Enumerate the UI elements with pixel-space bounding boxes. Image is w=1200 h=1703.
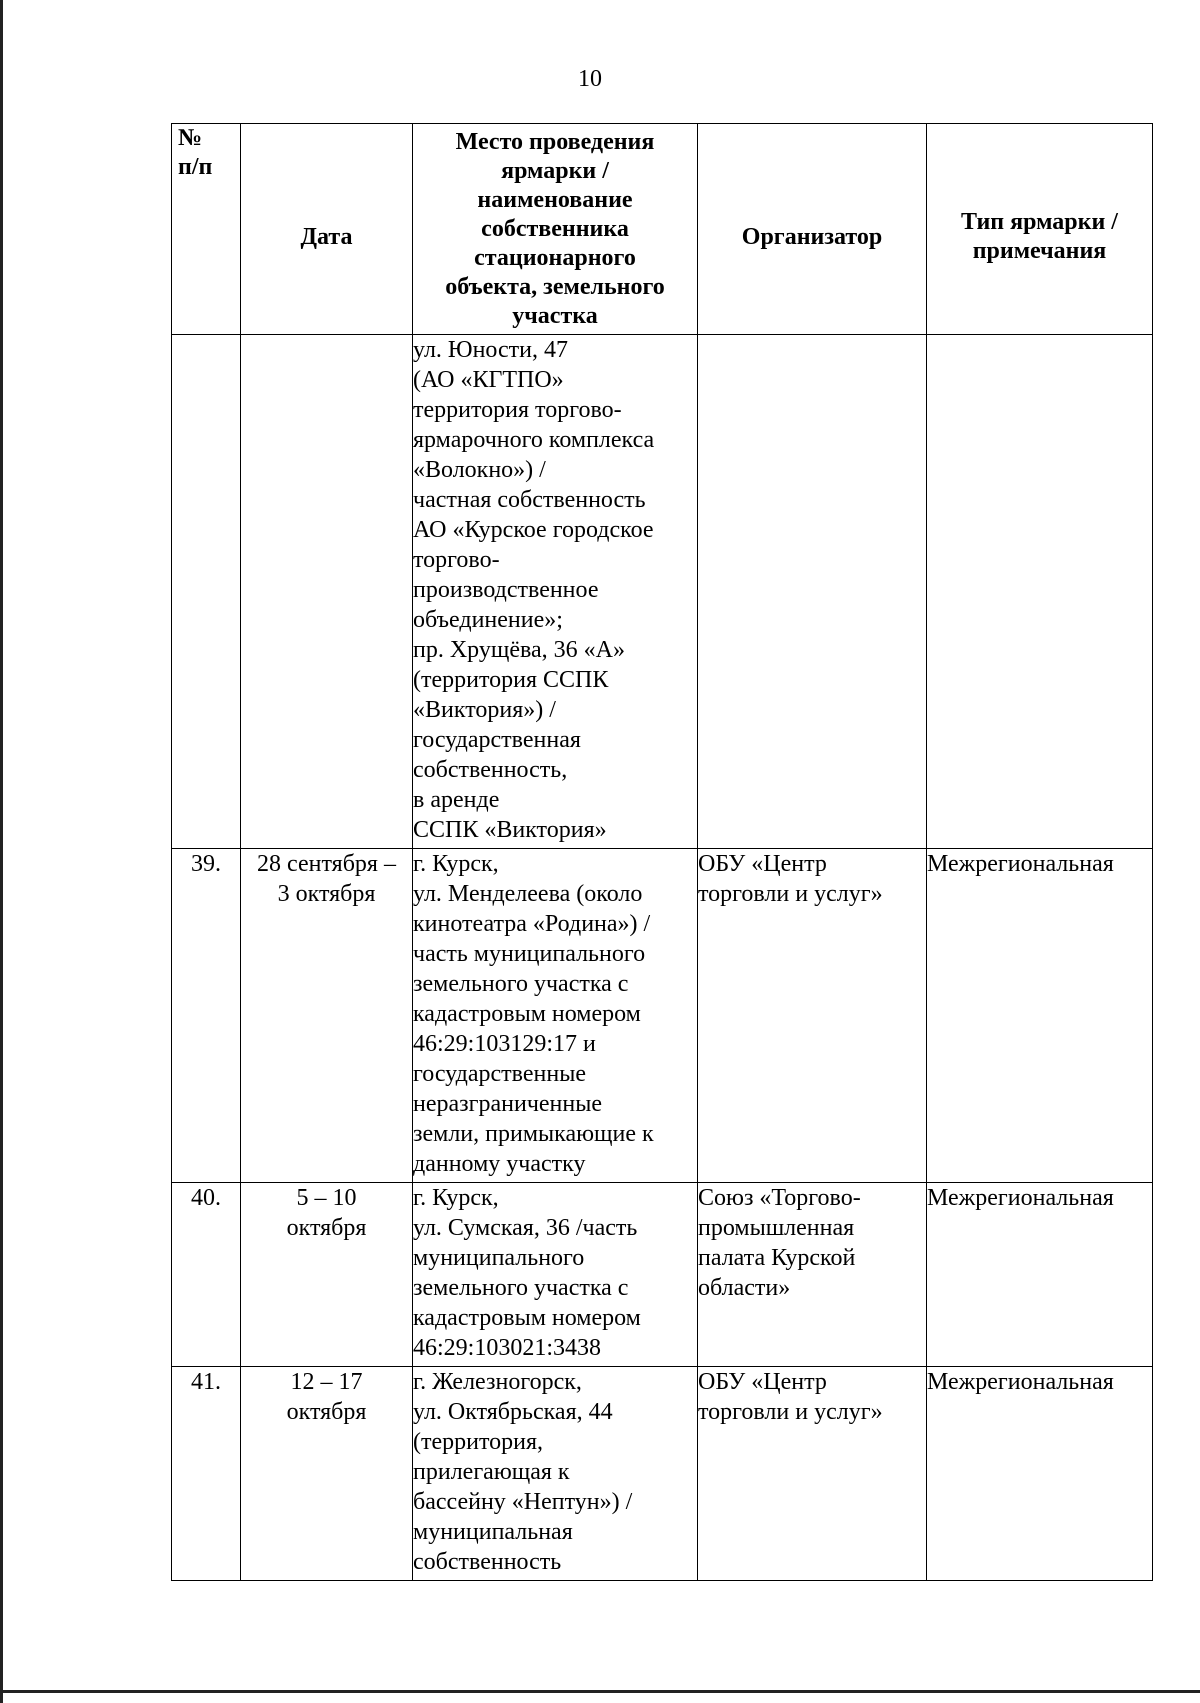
row-place: г. Железногорск, ул. Октябрьская, 44 (территория, прилегающая к бассейну «Нептун») / муниципальная собственность bbox=[413, 1367, 698, 1581]
row-place: ул. Юности, 47 (АО «КГТПО» территория торгово- ярмарочного комплекса «Волокно») / частная собственность АО «Курское городское торгово- производственное объединение»; пр. Хрущёва, 36 «А» (территория ССПК «Виктория») / государственная собственность, в аренде ССПК «Виктория» bbox=[413, 335, 698, 849]
row-date: 5 – 10 октября bbox=[241, 1183, 413, 1367]
row-number: 40. bbox=[172, 1183, 241, 1367]
page-edge-left bbox=[0, 0, 3, 1703]
row-type: Межрегиональная bbox=[927, 849, 1153, 1183]
page-number: 10 bbox=[578, 66, 602, 92]
row-place: г. Курск, ул. Сумская, 36 /часть муниципального земельного участка с кадастровым номером 46:29:103021:3438 bbox=[413, 1183, 698, 1367]
row-place: г. Курск, ул. Менделеева (около кинотеатра «Родина») / часть муниципального земельного участка с кадастровым номером 46:29:103129:17 и государственные неразграниченные земли, примыкающие к данному участку bbox=[413, 849, 698, 1183]
table-row bbox=[172, 849, 1153, 1183]
row-organizer bbox=[698, 335, 927, 849]
row-type: Межрегиональная bbox=[927, 1367, 1153, 1581]
header-number: № п/п bbox=[172, 124, 241, 335]
row-type bbox=[927, 335, 1153, 849]
row-organizer: ОБУ «Центр торговли и услуг» bbox=[698, 1367, 927, 1581]
row-type: Межрегиональная bbox=[927, 1183, 1153, 1367]
header-place: Место проведения ярмарки / наименование собственника стационарного объекта, земельного участка bbox=[413, 124, 698, 335]
header-date: Дата bbox=[241, 124, 413, 335]
page-edge-bottom bbox=[0, 1690, 1200, 1693]
table-row bbox=[172, 1367, 1153, 1581]
table-header-row bbox=[172, 124, 1153, 335]
table-row bbox=[172, 1183, 1153, 1367]
row-date bbox=[241, 335, 413, 849]
row-organizer: ОБУ «Центр торговли и услуг» bbox=[698, 849, 927, 1183]
header-organizer: Организатор bbox=[698, 124, 927, 335]
row-number bbox=[172, 335, 241, 849]
table-row bbox=[172, 335, 1153, 849]
row-number: 39. bbox=[172, 849, 241, 1183]
row-date: 28 сентября – 3 октября bbox=[241, 849, 413, 1183]
header-type: Тип ярмарки / примечания bbox=[927, 124, 1153, 335]
row-organizer: Союз «Торгово- промышленная палата Курской области» bbox=[698, 1183, 927, 1367]
fairs-table bbox=[171, 123, 1153, 1581]
row-number: 41. bbox=[172, 1367, 241, 1581]
row-date: 12 – 17 октября bbox=[241, 1367, 413, 1581]
